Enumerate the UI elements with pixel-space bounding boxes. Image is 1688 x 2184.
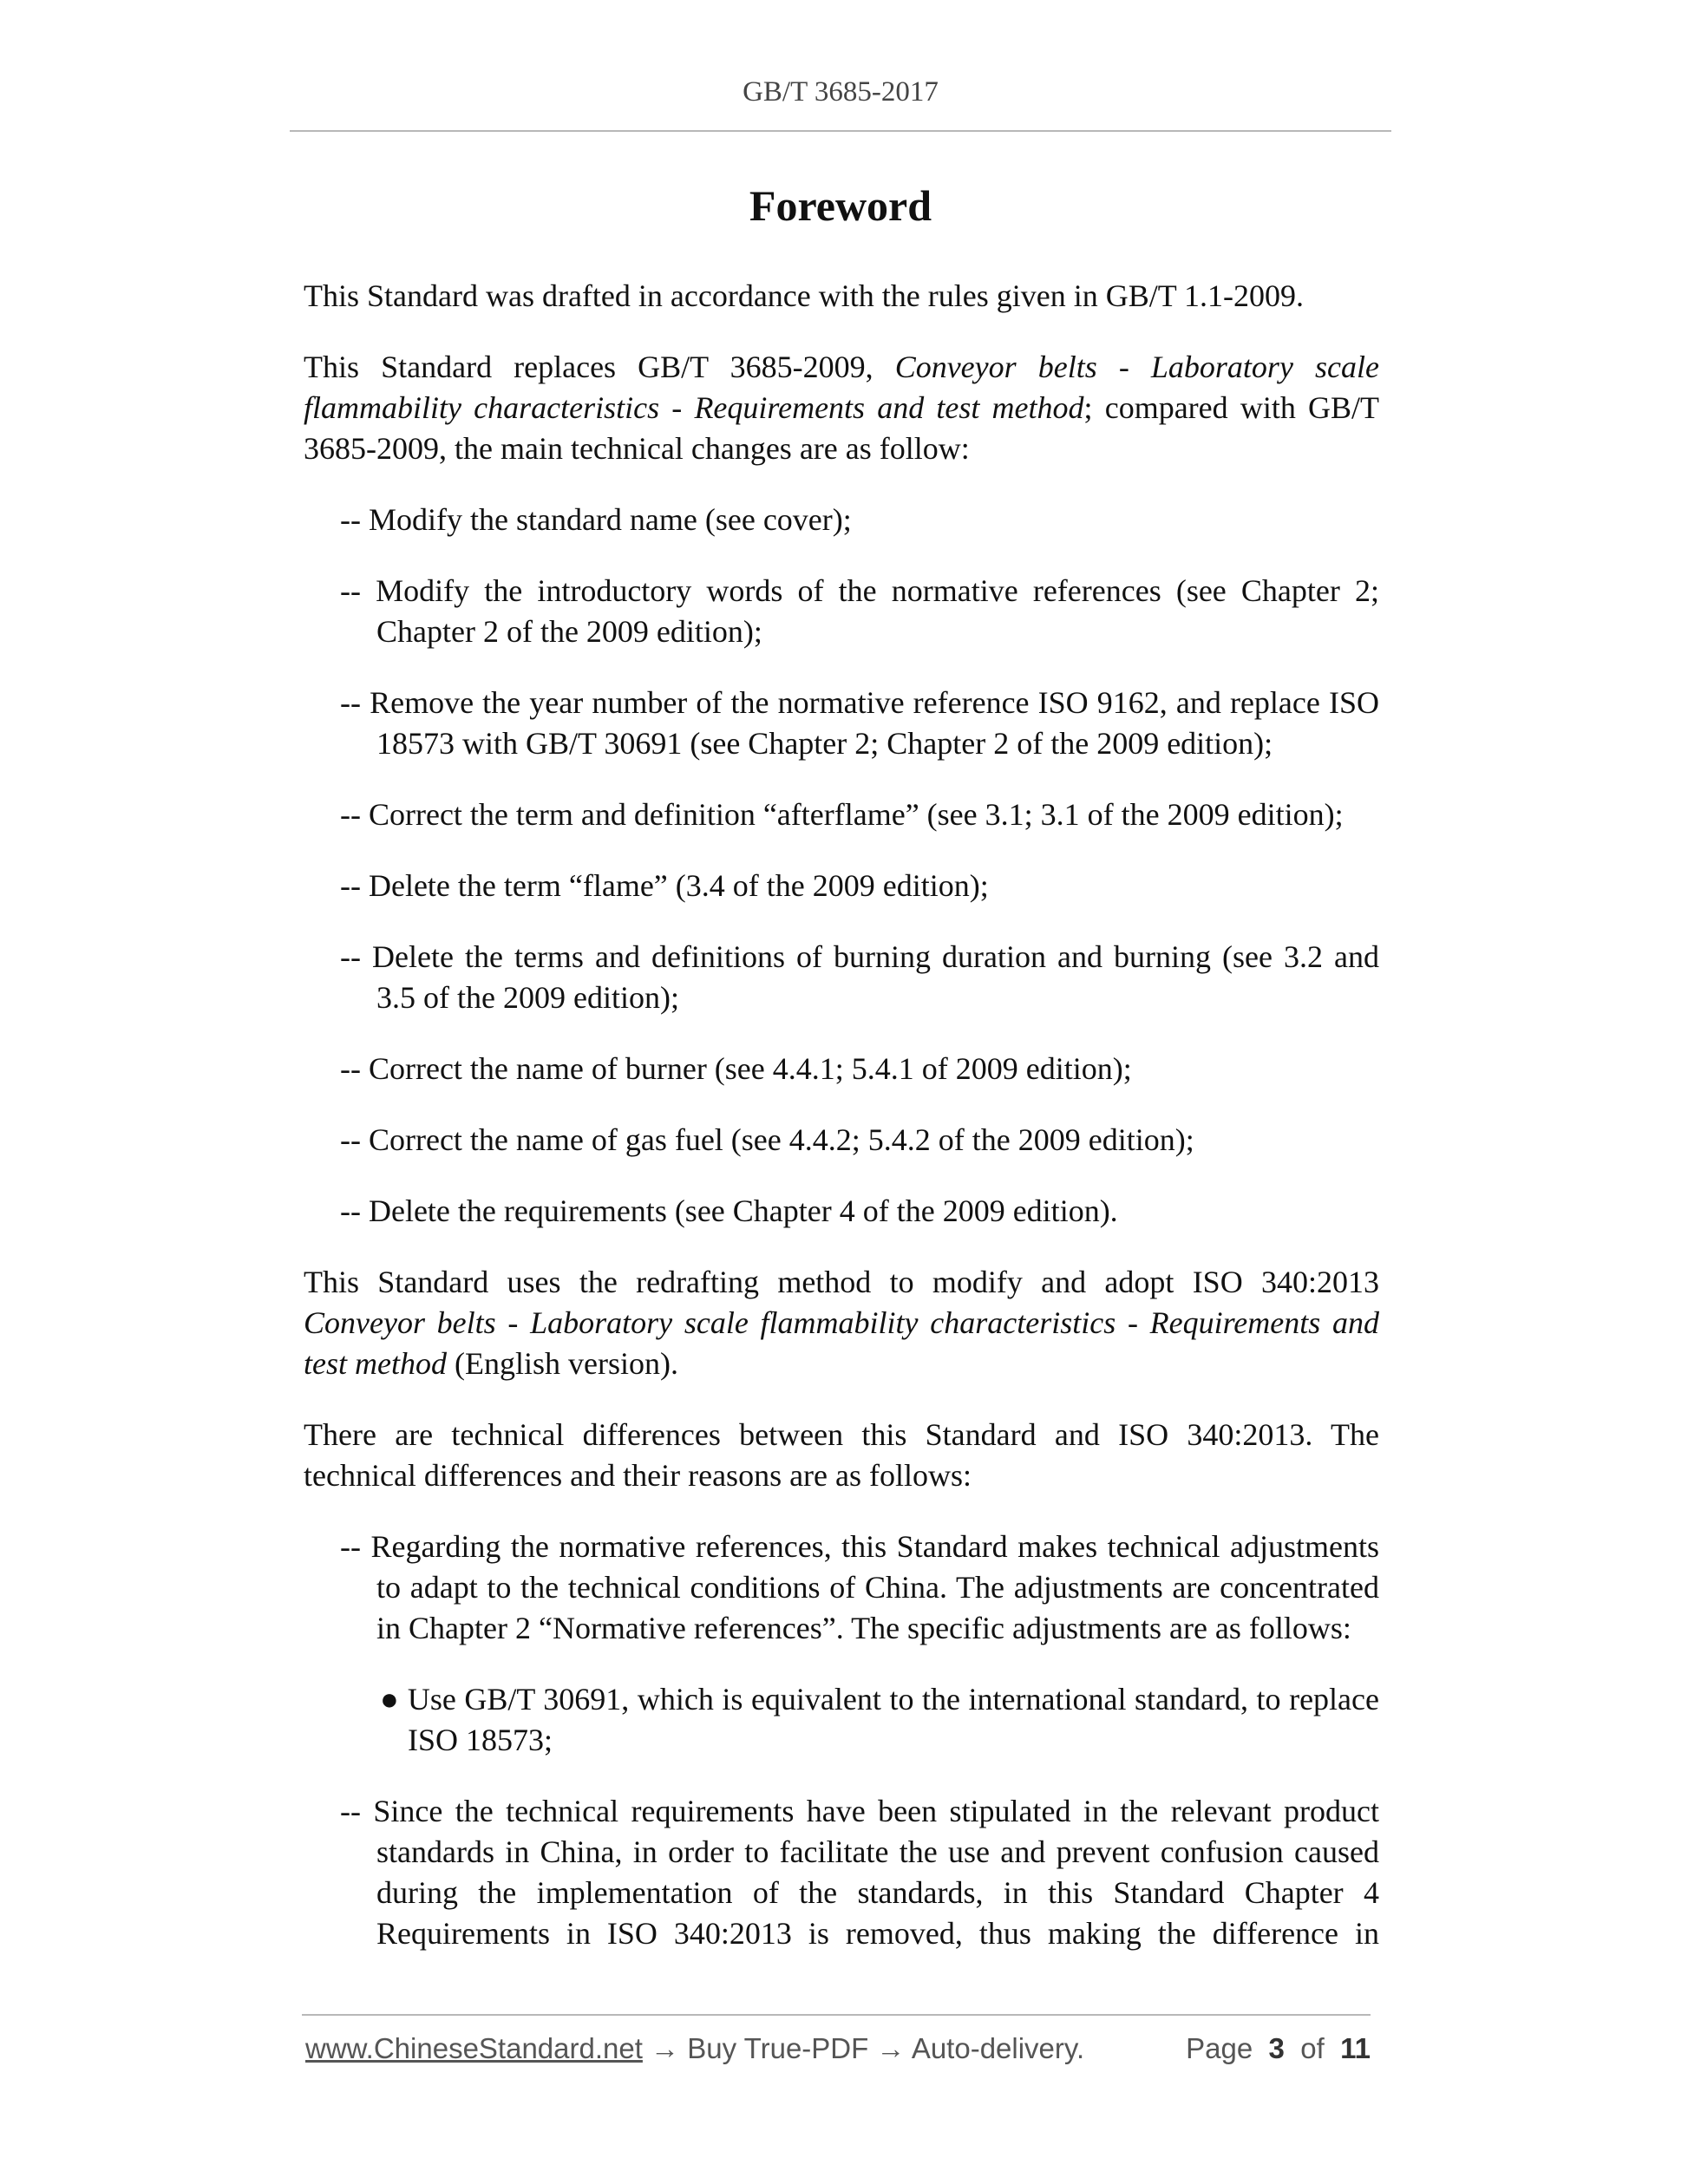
page-of-label: of: [1300, 2032, 1325, 2064]
page-title: Foreword: [749, 181, 932, 230]
page-indicator: [1186, 2032, 1371, 2065]
page-label: Page: [1186, 2032, 1253, 2064]
change-item: -- Delete the requirements (see Chapter 4 of the 2009 edition).: [340, 1193, 1118, 1228]
footer-promo: → Buy True-PDF → Auto-delivery.: [642, 2032, 1085, 2064]
document-body: [304, 276, 1379, 1954]
footer-divider: [302, 2014, 1371, 2016]
change-item: -- Delete the terms and definitions of burning duration and burning (see 3.2 and 3.5 of the 2009 edition);: [340, 939, 1379, 1015]
bullet-item: ● Use GB/T 30691, which is equivalent to the international standard, to replace ISO 18573;: [380, 1682, 1379, 1757]
difference-item: -- Since the technical requirements have been stipulated in the relevant product standards in China, in order to facilitate the use and prevent confusion caused during the implementation of the standards, in this Standard Chapter 4 Requirements in ISO 340:2013 is removed, thus making the difference in: [340, 1794, 1379, 1951]
change-item: -- Correct the term and definition “afterflame” (see 3.1; 3.1 of the 2009 edition);: [340, 797, 1344, 832]
page-total: 11: [1340, 2032, 1371, 2064]
paragraph-adoption-lead: This Standard uses the redrafting method to modify and adopt ISO 340:2013: [304, 1265, 1379, 1299]
change-item: -- Modify the standard name (see cover);: [340, 502, 852, 537]
page-current: 3: [1268, 2032, 1285, 2064]
difference-item: -- Regarding the normative references, this Standard makes technical adjustments to adapt to the technical conditions of China. The adjustments are concentrated in Chapter 2 “Normative references”. The specific adjustments are as follows:: [340, 1529, 1379, 1645]
change-item: -- Correct the name of burner (see 4.4.1; 5.4.1 of 2009 edition);: [340, 1051, 1132, 1086]
paragraph-replaces-tail: ; compared with GB/T 3685-2009, the main technical changes are as follow:: [304, 390, 1379, 466]
paragraph-adoption-tail: (English version).: [446, 1346, 678, 1381]
paragraph-adoption: [304, 1262, 1379, 1384]
page-footer: [305, 2032, 1371, 2065]
header-divider: [290, 130, 1391, 132]
site-link[interactable]: www.ChineseStandard.net: [305, 2032, 643, 2064]
change-item: -- Correct the name of gas fuel (see 4.4.2; 5.4.2 of the 2009 edition);: [340, 1122, 1194, 1157]
document-header-id: GB/T 3685-2017: [743, 76, 939, 108]
change-item: -- Delete the term “flame” (3.4 of the 2009 edition);: [340, 868, 989, 903]
paragraph-replaces-lead: This Standard replaces GB/T 3685-2009,: [304, 350, 895, 384]
replaced-standard-title: Conveyor belts - Laboratory scale flammability characteristics - Requirements and test method: [304, 350, 1379, 425]
paragraph-differences: There are technical differences between this Standard and ISO 340:2013. The technical differences and their reasons are as follows:: [304, 1417, 1379, 1493]
paragraph-drafting: This Standard was drafted in accordance with the rules given in GB/T 1.1-2009.: [304, 278, 1305, 313]
iso-standard-title: Conveyor belts - Laboratory scale flammability characteristics - Requirements and test method: [304, 1305, 1379, 1381]
paragraph-replaces: [304, 347, 1379, 469]
change-item: -- Remove the year number of the normative reference ISO 9162, and replace ISO 18573 with GB/T 30691 (see Chapter 2; Chapter 2 of the 2009 edition);: [340, 685, 1379, 761]
change-item: -- Modify the introductory words of the normative references (see Chapter 2; Chapter 2 of the 2009 edition);: [340, 573, 1379, 649]
